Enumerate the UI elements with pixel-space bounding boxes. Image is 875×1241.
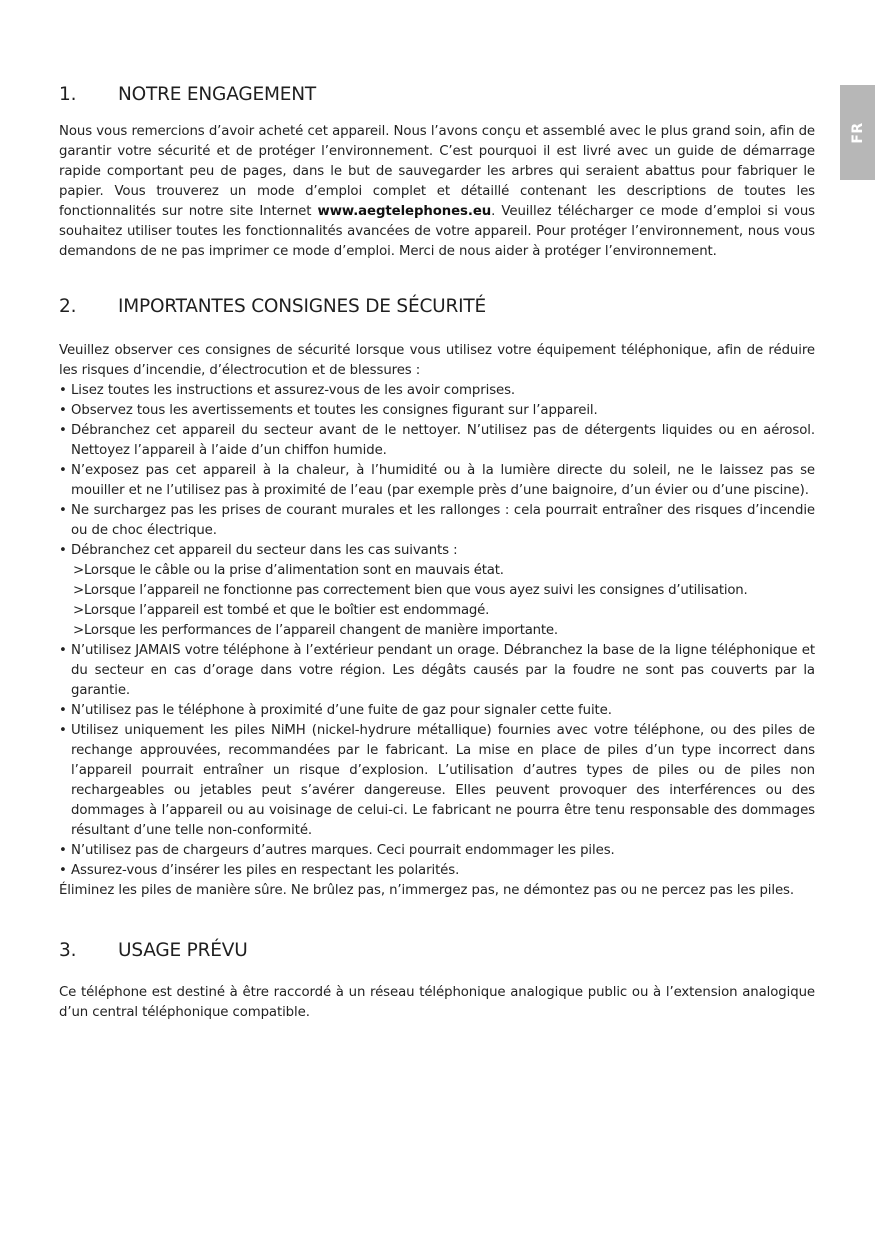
body-text-after-link: . Veuillez télécharger ce mode d’emploi si vous souhaitez utiliser toutes les fonctionnalités avancées de votre appareil. Pour protéger l’environnement, nous vous demandons de ne pas imprimer ce mode d’emploi. Merci de nous aider à protéger l’environnement. [59, 204, 815, 259]
list-item: • Lisez toutes les instructions et assurez-vous de les avoir comprises. [59, 381, 815, 401]
list-item: • Observez tous les avertissements et toutes les consignes figurant sur l’appareil. [59, 401, 815, 421]
body-text-before-link: Nous vous remercions d’avoir acheté cet appareil. Nous l’avons conçu et assemblé avec le plus grand soin, afin de garantir votre sécurité et de protéger l’environnement. C’est pourquoi il est livré avec un guide de démarrage rapide comportant peu de pages, dans le but de sauvegarder les arbres qui seraient abattus pour fabriquer le papier. Vous trouverez un mode d’emploi complet et détaillé contenant les descriptions de toutes les fonctionnalités sur notre site Internet [59, 124, 815, 219]
language-tab [840, 85, 875, 180]
section-number: 2. [59, 296, 77, 317]
section-title: NOTRE ENGAGEMENT [118, 84, 316, 105]
sub-list-item: >Lorsque l’appareil est tombé et que le boîtier est endommagé. [73, 603, 490, 618]
section-engagement [59, 80, 815, 262]
list-item: • Utilisez uniquement les piles NiMH (nickel-hydrure métallique) fournies avec votre téléphone, ou des piles de rechange approuvées, recommandées par le fabricant. La mise en place de piles d’un type incorrect dans l’appareil pourrait entraîner un risque d’explosion. L’utilisation d’autres types de piles ou de piles non rechargeables ou jetables peut s’avérer dangereuse. Elles peuvent provoquer des interférences ou des dommages à l’appareil ou au voisinage de celui-ci. Le fabricant ne pourra être tenu responsable des dommages résultant d’une telle non-conformité. [59, 721, 815, 841]
sub-list-item: >Lorsque le câble ou la prise d’alimentation sont en mauvais état. [73, 563, 504, 578]
language-tab-label: FR [849, 121, 866, 144]
page-content [59, 80, 815, 1023]
list-item: • Assurez-vous d’insérer les piles en respectant les polarités. [59, 861, 815, 881]
list-item-text: Débranchez cet appareil du secteur dans les cas suivants : [71, 543, 458, 558]
section-title: IMPORTANTES CONSIGNES DE SÉCURITÉ [118, 296, 487, 317]
list-item: • N’utilisez JAMAIS votre téléphone à l’extérieur pendant un orage. Débranchez la base de la ligne téléphonique et du secteur en cas d’orage dans votre région. Les dégâts causés par la foudre ne sont pas couverts par la garantie. [59, 641, 815, 701]
section-body [59, 122, 815, 262]
list-item: • Ne surchargez pas les prises de courant murales et les rallonges : cela pourrait entraîner des risques d’incendie ou de choc électrique. [59, 501, 815, 541]
section-safety [59, 292, 815, 901]
safety-closing: Éliminez les piles de manière sûre. Ne brûlez pas, n’immergez pas, ne démontez pas ou ne percez pas les piles. [59, 883, 795, 898]
list-item: • N’utilisez pas de chargeurs d’autres marques. Ceci pourrait endommager les piles. [59, 841, 815, 861]
safety-intro: Veuillez observer ces consignes de sécurité lorsque vous utilisez votre équipement téléphonique, afin de réduire les risques d’incendie, d’électrocution et de blessures : [59, 343, 815, 378]
sub-list [71, 561, 815, 641]
section-heading [59, 936, 815, 966]
section-number: 1. [59, 84, 77, 105]
section-title: USAGE PRÉVU [118, 940, 248, 961]
list-item-unplug [59, 541, 815, 641]
list-item: • Débranchez cet appareil du secteur avant de le nettoyer. N’utilisez pas de détergents liquides ou en aérosol. Nettoyez l’appareil à l’aide d’un chiffon humide. [59, 421, 815, 461]
section-body: Ce téléphone est destiné à être raccordé à un réseau téléphonique analogique public ou à l’extension analogique d’un central téléphonique compatible. [59, 985, 815, 1020]
section-heading [59, 292, 815, 322]
section-intended-use [59, 936, 815, 1023]
section-heading [59, 80, 815, 110]
section-number: 3. [59, 940, 77, 961]
list-item: • N’exposez pas cet appareil à la chaleur, à l’humidité ou à la lumière directe du soleil, ne le laissez pas se mouiller et ne l’utilisez pas à proximité de l’eau (par exemple près d’une baignoire, d’un évier ou d’une piscine). [59, 461, 815, 501]
sub-list-item: >Lorsque les performances de l’appareil changent de manière importante. [73, 623, 558, 638]
website-link[interactable]: www.aegtelephones.eu [317, 204, 492, 219]
sub-list-item: >Lorsque l’appareil ne fonctionne pas correctement bien que vous ayez suivi les consignes d’utilisation. [73, 583, 748, 598]
safety-list [59, 381, 815, 881]
list-item: • N’utilisez pas le téléphone à proximité d’une fuite de gaz pour signaler cette fuite. [59, 701, 815, 721]
